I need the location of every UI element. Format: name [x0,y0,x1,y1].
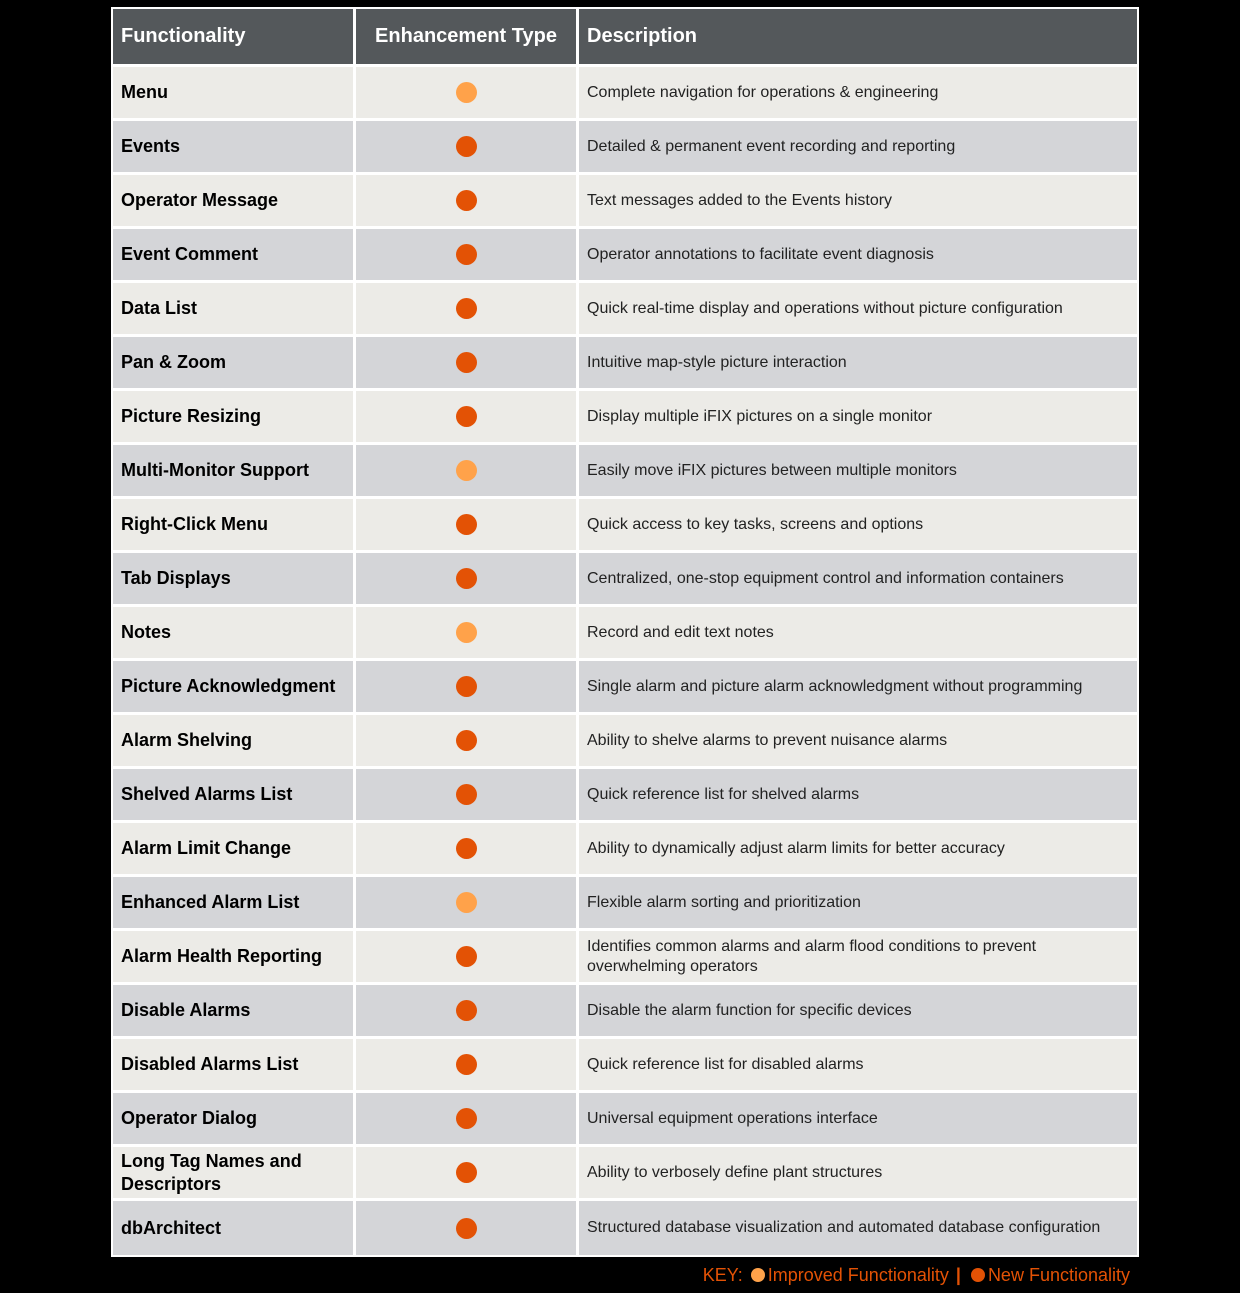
functionality-cell: Event Comment [113,229,356,283]
new-dot-icon [456,352,477,373]
table-row [113,499,1137,553]
functionality-cell: Enhanced Alarm List [113,877,356,931]
description-cell: Display multiple iFIX pictures on a single monitor [579,391,1137,445]
description-cell: Quick real-time display and operations without picture configuration [579,283,1137,337]
enhancement-type-cell [356,1093,579,1147]
enhancement-type-cell [356,1147,579,1201]
improved-dot-icon [456,622,477,643]
enhancement-type-cell [356,877,579,931]
table-row [113,1093,1137,1147]
enhancement-type-cell [356,823,579,877]
description-cell: Quick reference list for disabled alarms [579,1039,1137,1093]
description-cell: Easily move iFIX pictures between multiple monitors [579,445,1137,499]
table-row [113,985,1137,1039]
enhancement-type-cell [356,283,579,337]
enhancement-table [113,9,1137,1255]
functionality-cell: Picture Acknowledgment [113,661,356,715]
description-cell: Intuitive map-style picture interaction [579,337,1137,391]
enhancement-table-container [111,7,1139,1257]
functionality-cell: Disabled Alarms List [113,1039,356,1093]
description-cell: Universal equipment operations interface [579,1093,1137,1147]
new-dot-icon [456,1218,477,1239]
improved-dot-icon [456,892,477,913]
table-row [113,445,1137,499]
description-cell: Centralized, one-stop equipment control and information containers [579,553,1137,607]
table-row [113,1147,1137,1201]
table-row [113,1039,1137,1093]
table-row [113,175,1137,229]
new-dot-icon [456,1000,477,1021]
functionality-cell: Long Tag Names and Descriptors [113,1147,356,1201]
enhancement-type-cell [356,445,579,499]
functionality-cell: Alarm Health Reporting [113,931,356,985]
functionality-cell: Operator Dialog [113,1093,356,1147]
enhancement-type-cell [356,661,579,715]
description-cell: Ability to shelve alarms to prevent nuisance alarms [579,715,1137,769]
new-dot-icon [456,244,477,265]
functionality-cell: Picture Resizing [113,391,356,445]
new-dot-icon [971,1268,985,1282]
functionality-cell: Multi-Monitor Support [113,445,356,499]
functionality-cell: Tab Displays [113,553,356,607]
new-dot-icon [456,784,477,805]
new-dot-icon [456,298,477,319]
enhancement-type-cell [356,1201,579,1255]
table-row [113,661,1137,715]
enhancement-type-cell [356,931,579,985]
enhancement-type-cell [356,553,579,607]
enhancement-type-cell [356,175,579,229]
new-dot-icon [456,1162,477,1183]
description-cell: Ability to dynamically adjust alarm limits for better accuracy [579,823,1137,877]
improved-dot-icon [456,460,477,481]
functionality-cell: Disable Alarms [113,985,356,1039]
functionality-cell: Alarm Shelving [113,715,356,769]
table-row [113,121,1137,175]
table-row [113,283,1137,337]
enhancement-type-cell [356,229,579,283]
enhancement-type-cell [356,121,579,175]
table-row [113,769,1137,823]
functionality-cell: dbArchitect [113,1201,356,1255]
new-dot-icon [456,190,477,211]
description-cell: Detailed & permanent event recording and reporting [579,121,1137,175]
table-row [113,553,1137,607]
description-cell: Identifies common alarms and alarm flood conditions to prevent overwhelming operators [579,931,1137,985]
description-cell: Quick reference list for shelved alarms [579,769,1137,823]
description-cell: Complete navigation for operations & engineering [579,67,1137,121]
description-cell: Ability to verbosely define plant structures [579,1147,1137,1201]
new-dot-icon [456,568,477,589]
key-improved-label: Improved Functionality [767,1265,949,1285]
table-row [113,229,1137,283]
key-separator: | [955,1265,961,1285]
functionality-cell: Operator Message [113,175,356,229]
functionality-cell: Shelved Alarms List [113,769,356,823]
enhancement-type-cell [356,67,579,121]
description-cell: Record and edit text notes [579,607,1137,661]
legend-key [703,1265,1130,1286]
description-cell: Flexible alarm sorting and prioritization [579,877,1137,931]
table-row [113,337,1137,391]
table-header-row [113,9,1137,67]
description-cell: Single alarm and picture alarm acknowledgment without programming [579,661,1137,715]
functionality-cell: Alarm Limit Change [113,823,356,877]
table-row [113,877,1137,931]
new-dot-icon [456,136,477,157]
header-description: Description [579,9,1137,67]
functionality-cell: Events [113,121,356,175]
improved-dot-icon [751,1268,765,1282]
new-dot-icon [456,838,477,859]
table-row [113,931,1137,985]
new-dot-icon [456,514,477,535]
enhancement-type-cell [356,499,579,553]
table-body [113,67,1137,1255]
new-dot-icon [456,1108,477,1129]
enhancement-type-cell [356,391,579,445]
improved-dot-icon [456,82,477,103]
table-row [113,715,1137,769]
table-row [113,607,1137,661]
functionality-cell: Data List [113,283,356,337]
description-cell: Structured database visualization and automated database configuration [579,1201,1137,1255]
description-cell: Operator annotations to facilitate event diagnosis [579,229,1137,283]
table-row [113,823,1137,877]
key-label: KEY: [702,1265,743,1285]
table-row [113,391,1137,445]
description-cell: Text messages added to the Events history [579,175,1137,229]
new-dot-icon [456,406,477,427]
enhancement-type-cell [356,607,579,661]
functionality-cell: Right-Click Menu [113,499,356,553]
new-dot-icon [456,1054,477,1075]
header-functionality: Functionality [113,9,356,67]
new-dot-icon [456,676,477,697]
description-cell: Disable the alarm function for specific devices [579,985,1137,1039]
new-dot-icon [456,730,477,751]
header-enhancement-type: Enhancement Type [356,9,579,67]
enhancement-type-cell [356,769,579,823]
enhancement-type-cell [356,1039,579,1093]
enhancement-type-cell [356,337,579,391]
functionality-cell: Notes [113,607,356,661]
key-new-label: New Functionality [987,1265,1130,1285]
functionality-cell: Menu [113,67,356,121]
enhancement-type-cell [356,715,579,769]
new-dot-icon [456,946,477,967]
description-cell: Quick access to key tasks, screens and options [579,499,1137,553]
table-row [113,1201,1137,1255]
functionality-cell: Pan & Zoom [113,337,356,391]
enhancement-type-cell [356,985,579,1039]
table-row [113,67,1137,121]
